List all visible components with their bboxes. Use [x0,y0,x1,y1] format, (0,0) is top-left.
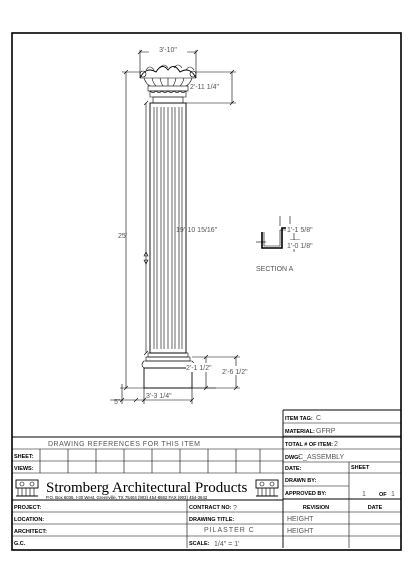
drawn-by-label: DRAWN BY: [285,478,317,484]
sheet-border [12,33,401,550]
dim-capital-height: 2'-11 1/4" [190,84,219,91]
architect-label: ARCHITECT: [14,529,47,535]
dim-base-width: 3'-3 1/4" [146,393,172,400]
total-items-value: 2 [334,441,338,448]
section-dim-bottom: 1'-0 1/8" [287,243,313,250]
contract-value: ? [233,505,237,512]
total-items-label: TOTAL # OF ITEM: [285,442,333,448]
drawing-title-value: PILASTER C [204,527,255,534]
revision-row-1: HEIGHT [287,516,314,523]
references-views-label: VIEWS: [14,466,34,472]
revision-header: REVISION [302,505,330,511]
gc-label: G.C. [14,541,26,547]
material-value: GFRP [316,428,336,435]
dim-base-right: 2'-6 1/2" [222,369,248,376]
date-label: DATE: [285,466,302,472]
capital [140,65,196,103]
material-label: MATERIAL: [285,429,315,435]
approved-by-label: APPROVED BY: [285,491,327,497]
dim-plinth-offset: 5" [114,399,121,406]
company-logo-right [256,480,278,496]
dwg-label: DWG: [285,455,301,461]
contract-label: CONTRACT NO: [189,505,232,511]
references-header: DRAWING REFERENCES FOR THIS ITEM [48,441,201,448]
section-dim-top: 1'-1 5/8" [287,227,313,234]
dwg-value: C_ASSEMBLY [298,454,345,461]
section-a [256,216,326,273]
company-logo-left [16,480,38,496]
item-tag-label: ITEM TAG: [285,416,313,422]
dim-overall-height: 25' [118,233,128,240]
scale-value: 1/4" = 1' [214,541,240,548]
sheet-of-label: OF [379,492,387,498]
sheet-label: SHEET [351,465,370,471]
section-label: SECTION A [256,266,294,273]
sheet-number: 1 [362,491,366,498]
date-header: DATE [367,505,383,511]
sheet-total: 1 [391,491,395,498]
dim-base-height: 2'-1 1/2" [186,365,212,372]
dim-shaft-height: 19'-10 15/16" [176,227,218,234]
dim-capital-width: 3'-10" [159,47,177,54]
scale-label: SCALE: [189,541,210,547]
item-tag-value: C [316,415,322,422]
drawing-title-label: DRAWING TITLE: [189,517,235,523]
references-sheet-label: SHEET: [14,454,34,460]
company-name: Stromberg Architectural Products [46,480,248,496]
revision-row-2: HEIGHT [287,528,314,535]
location-label: LOCATION: [14,517,45,523]
project-label: PROJECT: [14,505,42,511]
company-address: P.O. Box 6036, I-30 West, Greenville, TX 75404 (903) 454-8682 FAX (903) 454-3642 [46,495,208,500]
